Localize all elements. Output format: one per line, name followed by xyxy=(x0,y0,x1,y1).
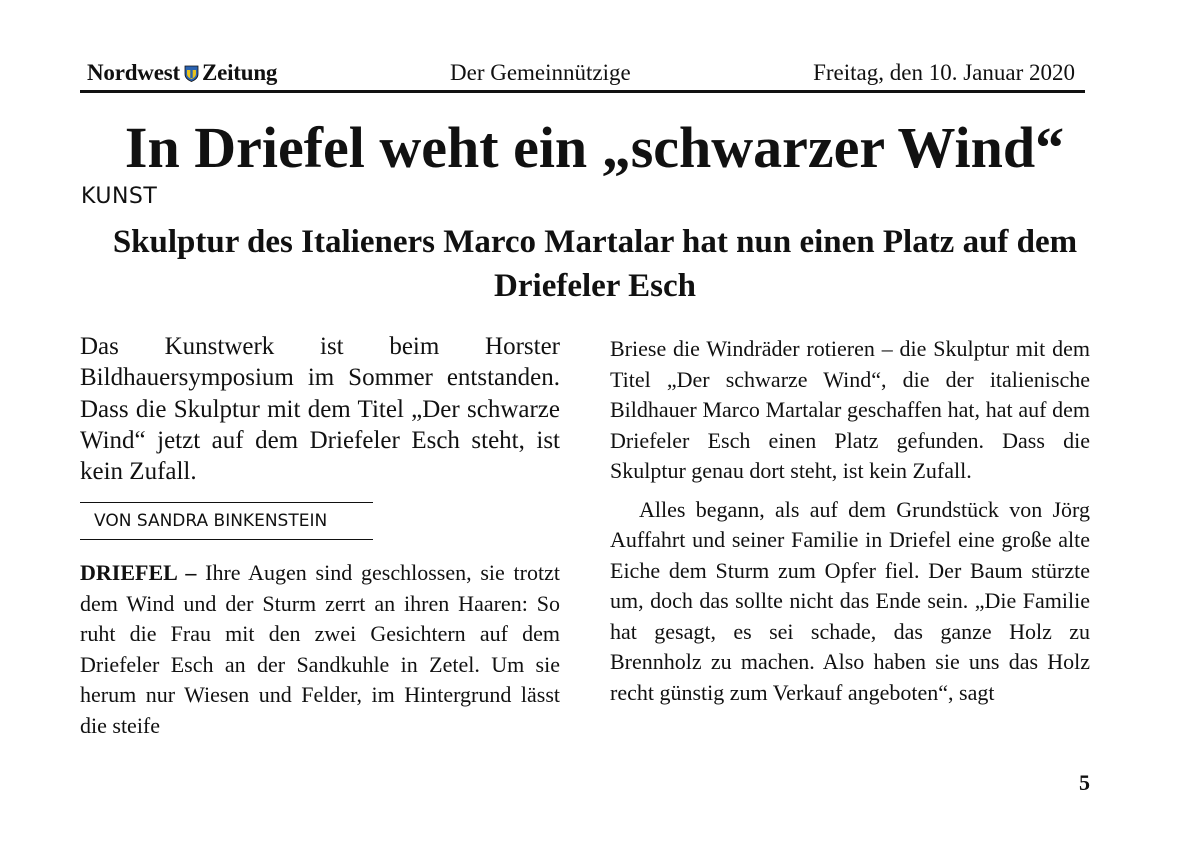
headline: In Driefel weht ein „schwarzer Wind“ xyxy=(124,115,1065,180)
newspaper-header xyxy=(80,58,1085,93)
kicker: KUNST xyxy=(81,184,158,209)
dateline: DRIEFEL – xyxy=(80,560,197,586)
lead-paragraph: Das Kunstwerk ist beim Horster Bildhauersymposium im Sommer entstanden. Dass die Skulptur mit dem Titel „Der schwarze Wind“ jetzt auf dem Driefeler Esch steht, ist kein Zufall. xyxy=(80,333,560,486)
body-paragraph: Alles begann, als auf dem Grundstück von Jörg Auffahrt und seiner Familie in Driefel eine große alte Eiche dem Sturm zum Opfer fiel. Der Baum stürzte um, doch das sollte nicht das Ende sein. „Die Familie hat gesagt, es sei schade, das ganze Holz zu Brennholz zu machen. Also haben sie uns das Holz recht günstig zum Verkauf angeboten“, sagt xyxy=(610,496,1090,705)
subheadline: Skulptur des Italieners Marco Martalar hat nun einen Platz auf dem Driefeler Esch xyxy=(112,224,1078,304)
section-title: Der Gemeinnützige xyxy=(450,60,631,85)
body-paragraph: Briese die Windräder rotieren – die Skulptur mit dem Titel „Der schwarze Wind“, die der italienische Bildhauer Marco Martalar geschaffen hat, hat auf dem Driefeler Esch einen Platz gefunden. Dass die Skulptur genau dort steht, ist kein Zufall. xyxy=(610,336,1090,483)
left-column xyxy=(80,331,560,741)
coat-of-arms-icon xyxy=(184,65,199,82)
body-paragraph xyxy=(80,558,560,741)
byline: VON SANDRA BINKENSTEIN xyxy=(94,511,328,532)
masthead-right: Zeitung xyxy=(201,60,278,85)
body-paragraph-text: Ihre Augen sind geschlossen, sie trotzt dem Wind und der Sturm zerrt an ihren Haaren: So ruht die Frau mit den zwei Gesichtern auf dem Driefeler Esch an der Sandkuhle in Zetel. Um sie herum nur Wiesen und Felder, im Hintergrund lässt die steife xyxy=(80,560,560,738)
masthead-left: Nordwest xyxy=(87,60,180,85)
masthead xyxy=(87,60,277,86)
byline-box xyxy=(80,502,373,540)
issue-date: Freitag, den 10. Januar 2020 xyxy=(813,60,1075,85)
right-column xyxy=(610,334,1090,708)
page-number: 5 xyxy=(1079,770,1090,795)
